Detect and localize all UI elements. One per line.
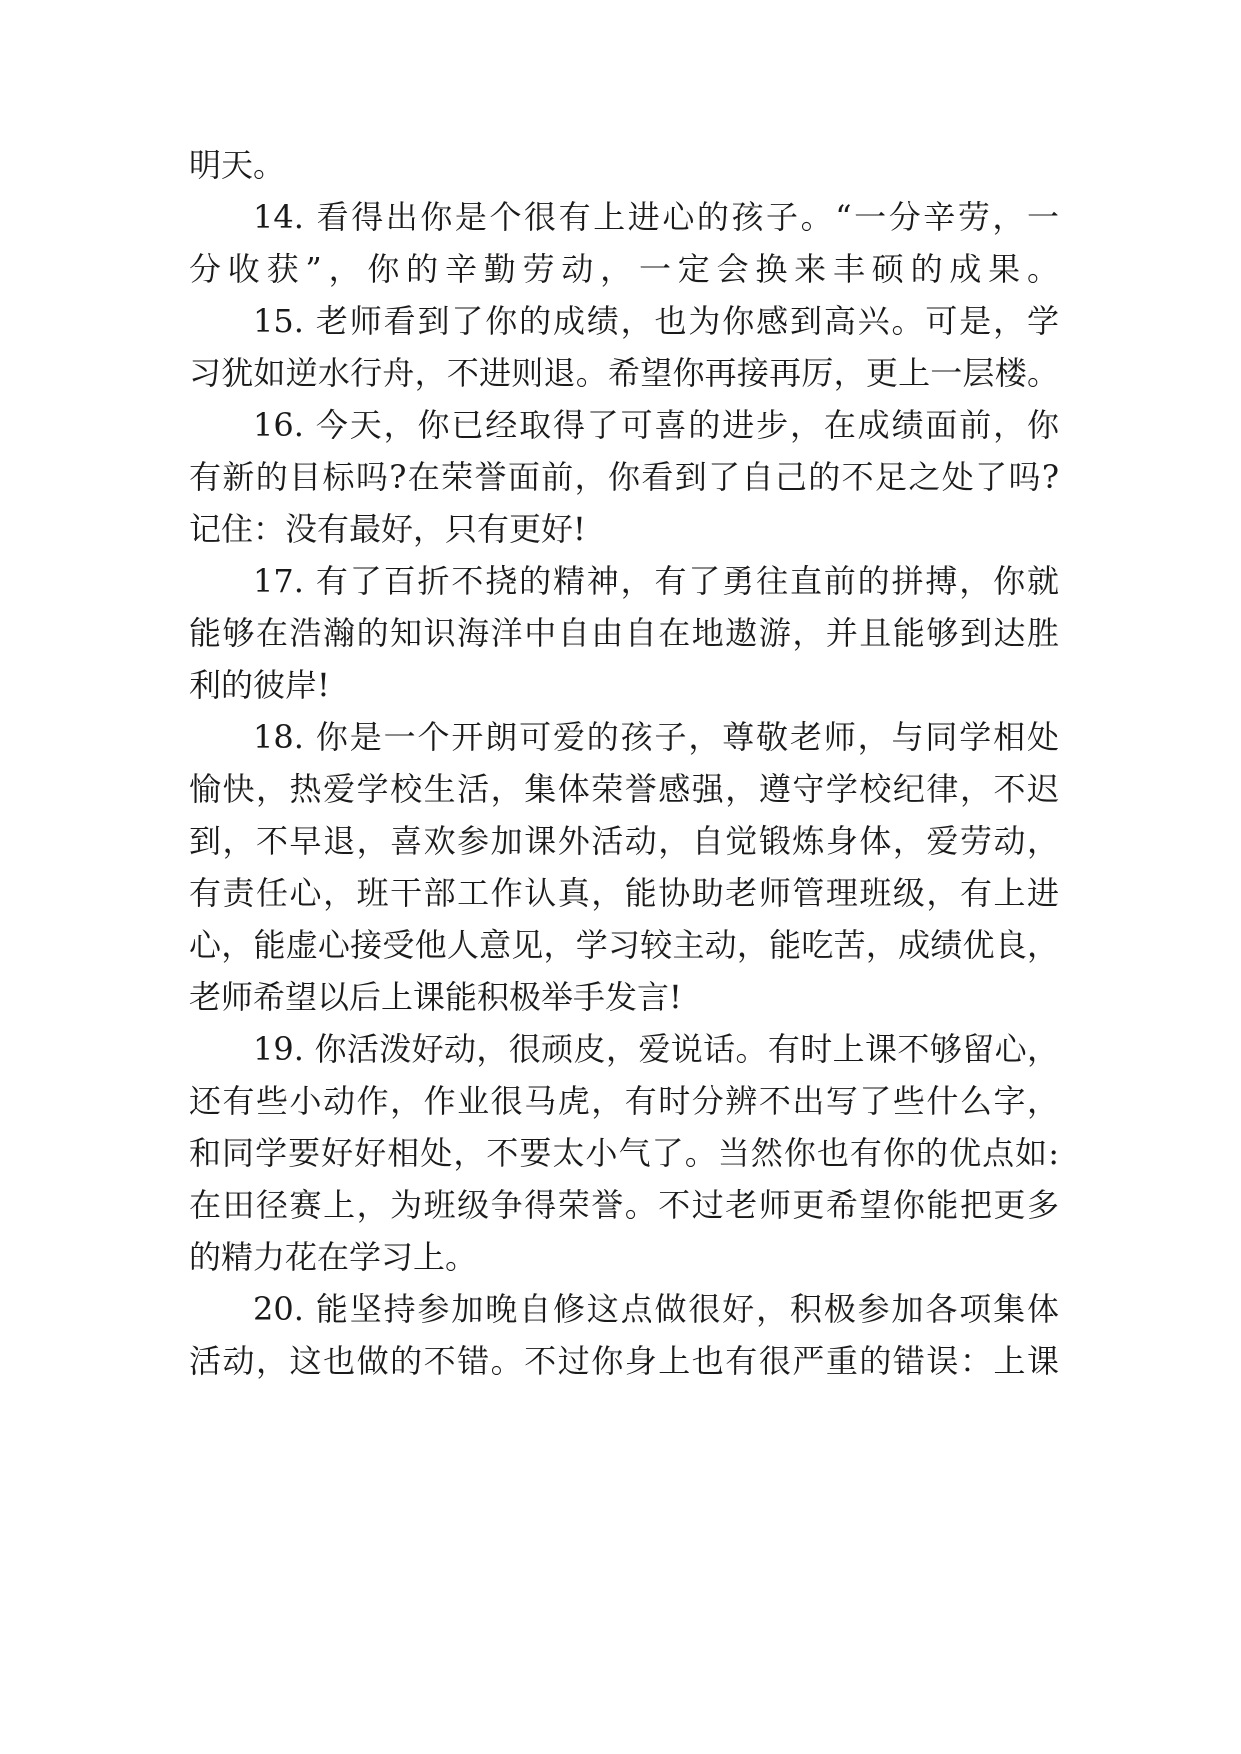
list-item-18-start: 18. 你是一个开朗可爱的孩子，尊敬老师，与同学相处 (253, 718, 1059, 756)
list-item-17-start: 17. 有了百折不挠的精神，有了勇往直前的拼搏，你就 (253, 562, 1059, 600)
text-line: 心，能虚心接受他人意见，学习较主动，能吃苦，成绩优良， (189, 926, 1059, 964)
text-line: 的精力花在学习上。 (189, 1238, 478, 1276)
text-line: 记住：没有最好，只有更好! (189, 510, 586, 548)
text-line: 分收获”，你的辛勤劳动，一定会换来丰硕的成果。 (189, 250, 1059, 288)
list-item-16-start: 16. 今天，你已经取得了可喜的进步，在成绩面前，你 (253, 406, 1059, 444)
text-line: 到，不早退，喜欢参加课外活动，自觉锻炼身体，爱劳动， (189, 822, 1059, 860)
list-item-20-start: 20. 能坚持参加晚自修这点做很好，积极参加各项集体 (253, 1290, 1059, 1328)
list-item-19-start: 19. 你活泼好动，很顽皮，爱说话。有时上课不够留心， (253, 1030, 1059, 1068)
text-line: 习犹如逆水行舟，不进则退。希望你再接再厉，更上一层楼。 (189, 354, 1059, 392)
text-line: 活动，这也做的不错。不过你身上也有很严重的错误：上课 (189, 1342, 1059, 1380)
list-item-14-start: 14. 看得出你是个很有上进心的孩子。“一分辛劳，一 (253, 198, 1059, 236)
text-line: 愉快，热爱学校生活，集体荣誉感强，遵守学校纪律，不迟 (189, 770, 1059, 808)
text-line: 能够在浩瀚的知识海洋中自由自在地遨游，并且能够到达胜 (189, 614, 1059, 652)
text-line: 在田径赛上，为班级争得荣誉。不过老师更希望你能把更多 (189, 1186, 1059, 1224)
text-line: 明天。 (189, 146, 286, 184)
text-line: 有新的目标吗?在荣誉面前，你看到了自己的不足之处了吗? (189, 458, 1059, 496)
text-line: 和同学要好好相处，不要太小气了。当然你也有你的优点如: (189, 1134, 1059, 1172)
text-line: 老师希望以后上课能积极举手发言! (189, 978, 682, 1016)
text-line: 利的彼岸! (189, 666, 330, 704)
list-item-15-start: 15. 老师看到了你的成绩，也为你感到高兴。可是，学 (253, 302, 1059, 340)
text-line: 还有些小动作，作业很马虎，有时分辨不出写了些什么字， (189, 1082, 1059, 1120)
text-line: 有责任心，班干部工作认真，能协助老师管理班级，有上进 (189, 874, 1059, 912)
